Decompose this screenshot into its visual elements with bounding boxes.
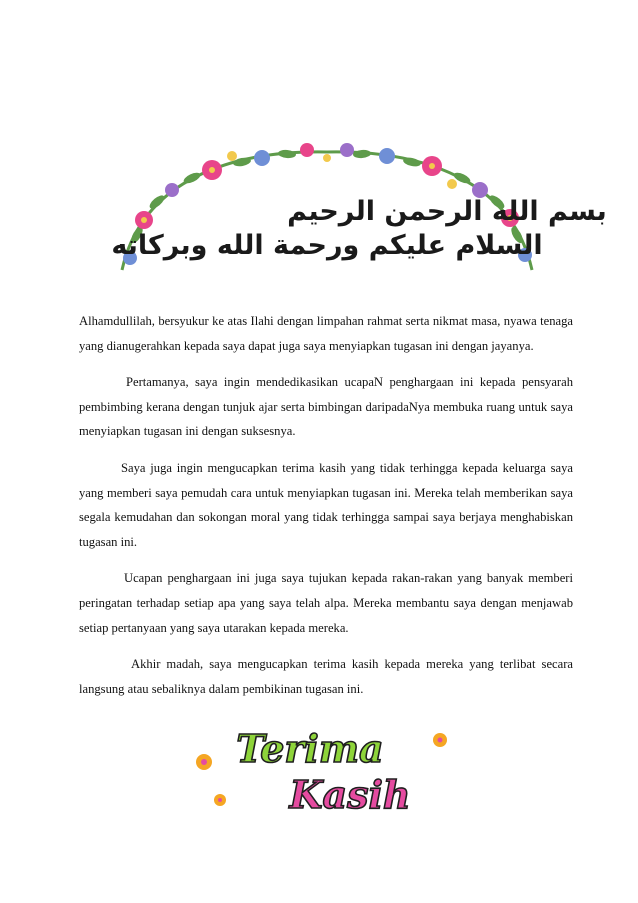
bismillah-banner [111, 140, 607, 278]
acknowledgement-body [79, 309, 573, 713]
floral-frame-graphic [111, 140, 607, 278]
paragraph-2: Pertamanya, saya ingin mendedikasikan ucapaN penghargaan ini kepada pensyarah pembimbing kerana dengan tunjuk ajar serta bimbingan daripadaNya membuka ruang untuk saya menyiapkan tugasan ini dengan suksesnya. [79, 375, 573, 439]
salam-text: السلام عليكم ورحمة الله وبركاته [111, 230, 543, 261]
terima-kasih-graphic [190, 722, 450, 816]
terima-kasih-art [190, 722, 450, 816]
kasih-text: Kasih [289, 772, 411, 817]
paragraph-3: Saya juga ingin mengucapkan terima kasih yang tidak terhingga kepada keluarga saya yang memberi saya pemudah cara untuk menyiapkan tugasan ini. Mereka telah memberikan saya segala kemudahan dan sokongan moral yang tidak terhingga sampai saya berjaya menghabiskan tugasan ini. [79, 460, 573, 549]
terima-text: Terima [236, 726, 384, 771]
paragraph-4: Ucapan penghargaan ini juga saya tujukan kepada rakan-rakan yang banyak memberi peringatan terhadap setiap apa yang saya telah alpa. Mereka membantu saya dengan menjawab setiap pertanyaan yang saya utarakan kepada mereka. [79, 571, 573, 635]
paragraph-5: Akhir madah, saya mengucapkan terima kasih kepada mereka yang terlibat secara langsung atau sebaliknya dalam pembikinan tugasan ini. [79, 657, 573, 696]
bismillah-text: بسم الله الرحمن الرحيم [287, 196, 607, 227]
paragraph-1: Alhamdullilah, bersyukur ke atas Ilahi dengan limpahan rahmat serta nikmat masa, nyawa tenaga yang dianugerahkan kepada saya dapat juga saya menyiapkan tugasan ini dengan jayanya. [79, 314, 573, 353]
